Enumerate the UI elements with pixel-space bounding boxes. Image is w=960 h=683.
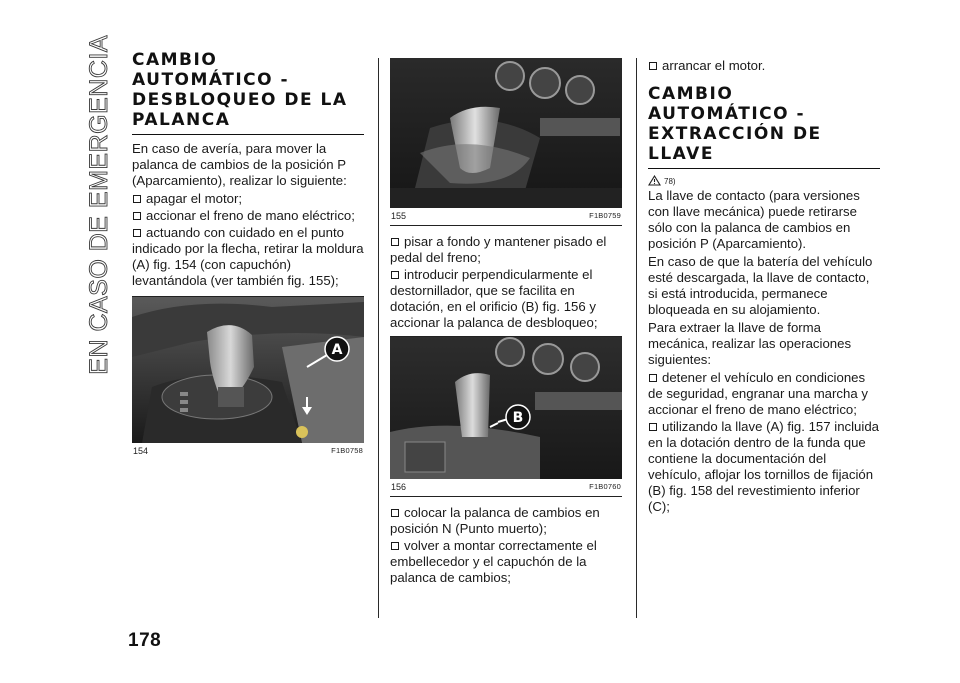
figure-label-b: B — [512, 410, 524, 426]
figure-155-caption — [390, 208, 622, 221]
section-title-key-removal: CAMBIO AUTOMÁTICO - EXTRACCIÓN DE LLAVE — [648, 84, 880, 169]
checkbox-icon — [133, 195, 141, 203]
chapter-side-title-text: EN CASO DE EMERGENCIA — [84, 35, 113, 375]
figure-code: F1B0758 — [331, 446, 363, 455]
figure-bottom-rule — [390, 496, 622, 497]
list-item-text: apagar el motor; — [146, 191, 243, 206]
figure-156-photo — [390, 337, 622, 479]
checkbox-icon — [649, 423, 657, 431]
section-title-unlock: CAMBIO AUTOMÁTICO - DESBLOQUEO DE LA PALANCA — [132, 50, 364, 135]
page-number: 178 — [128, 630, 162, 651]
list-item — [132, 225, 364, 289]
list-item-text: introducir perpendicularmente el destornillador, que se facilita en dotación, en el orificio (B) fig. 156 y accionar la palanca de desbloqueo; — [390, 267, 598, 330]
list-item-text: volver a montar correctamente el embellecedor y el capuchón de la palanca de cambios; — [390, 538, 597, 585]
list-item-text: accionar el freno de mano eléctrico; — [146, 208, 355, 223]
list-item — [648, 58, 880, 74]
figure-bottom-rule — [390, 225, 622, 226]
column-divider-1 — [378, 58, 379, 618]
figure-code: F1B0759 — [589, 211, 621, 220]
figure-154-photo — [132, 297, 364, 443]
list-item — [648, 370, 880, 418]
figure-155-photo — [390, 58, 622, 208]
figure-code: F1B0760 — [589, 482, 621, 491]
list-item-text: arrancar el motor. — [662, 58, 766, 73]
checkbox-icon — [391, 542, 399, 550]
gear-lever-photo-156 — [390, 337, 622, 479]
column-divider-2 — [636, 58, 637, 618]
column-1 — [132, 50, 364, 456]
chapter-side-title — [84, 35, 114, 375]
column-2 — [390, 58, 622, 587]
checkbox-icon — [649, 374, 657, 382]
gear-lever-photo-155 — [390, 58, 622, 208]
figure-number: 155 — [391, 211, 407, 221]
figure-label-a: A — [331, 342, 343, 358]
figure-156-caption — [390, 479, 622, 492]
list-item — [390, 505, 622, 537]
list-item-text: detener el vehículo en condiciones de seguridad, engranar una marcha y accionar el freno de mano eléctrico; — [648, 370, 868, 417]
warning-reference-number: 78) — [664, 177, 676, 186]
checkbox-icon — [133, 229, 141, 237]
figure-number: 156 — [391, 482, 407, 492]
warning-reference — [648, 175, 880, 186]
checkbox-icon — [391, 271, 399, 279]
figure-number: 154 — [133, 446, 149, 456]
list-item — [132, 208, 364, 224]
intro-paragraph: En caso de avería, para mover la palanca de cambios de la posición P (Aparcamiento), realizar lo siguiente: — [132, 141, 347, 188]
checkbox-icon — [133, 212, 141, 220]
checkbox-icon — [391, 509, 399, 517]
list-item-text: colocar la palanca de cambios en posición N (Punto muerto); — [390, 505, 600, 536]
column-3 — [648, 58, 880, 516]
checkbox-icon — [649, 62, 657, 70]
paragraph: En caso de que la batería del vehículo esté descargada, la llave de contacto, si está introducida, permanece bloqueada en su alojamiento. — [648, 254, 873, 317]
list-item — [390, 234, 622, 266]
list-item — [648, 419, 880, 515]
gear-lever-photo-154 — [132, 297, 364, 443]
checkbox-icon — [391, 238, 399, 246]
figure-154-caption — [132, 443, 364, 456]
list-item — [390, 267, 622, 331]
warning-triangle-icon — [648, 175, 661, 186]
list-item — [132, 191, 364, 207]
paragraph: La llave de contacto (para versiones con llave mecánica) puede retirarse sólo con la palanca de cambios en posición P (Aparcamiento). — [648, 188, 860, 251]
list-item-text: utilizando la llave (A) fig. 157 incluida en la dotación dentro de la funda que contiene la documentación del vehículo, aflojar los tornillos de fijación (B) fig. 158 del revestimiento inferior (C); — [648, 419, 879, 514]
list-item-text: pisar a fondo y mantener pisado el pedal del freno; — [390, 234, 607, 265]
list-item — [390, 538, 622, 586]
list-item-text: actuando con cuidado en el punto indicado por la flecha, retirar la moldura (A) fig. 154 (con capuchón) levantándola (ver también fig. 155); — [132, 225, 364, 288]
paragraph: Para extraer la llave de forma mecánica, realizar las operaciones siguientes: — [648, 320, 852, 367]
